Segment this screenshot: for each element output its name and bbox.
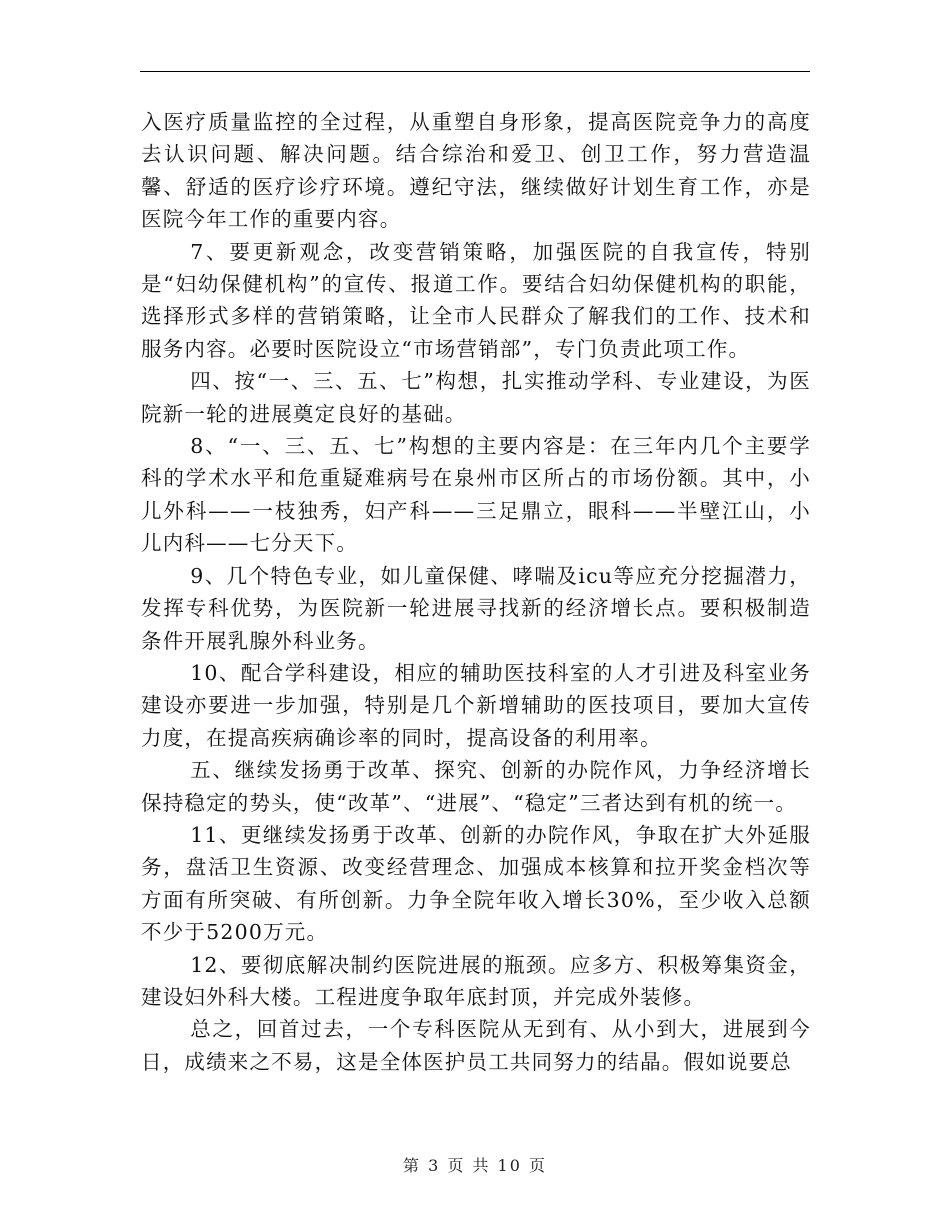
paragraph-item-7: 7、要更新观念，改变营销策略，加强医院的自我宣传，特别是“妇幼保健机构”的宣传、报道工作。要结合妇幼保健机构的职能，选择形式多样的营销策略，让全市人民群众了解我们的工作、技术和服务内容。必要时医院设立“市场营销部”，专门负责此项工作。: [141, 239, 811, 361]
paragraph-item-9: 9、几个特色专业，如儿童保健、哮喘及icu等应充分挖掘潜力，发挥专科优势，为医院新一轮进展寻找新的经济增长点。要积极制造条件开展乳腺外科业务。: [141, 563, 811, 653]
section-heading-4: 四、按“一、三、五、七”构想，扎实推动学科、专业建设，为医院新一轮的进展奠定良好的基础。: [141, 369, 811, 426]
header-rule: [140, 71, 810, 72]
paragraph-item-11: 11、更继续发扬勇于改革、创新的办院作风，争取在扩大外延服务，盘活卫生资源、改变经营理念、加强成本核算和拉开奖金档次等方面有所突破、有所创新。力争全院年收入增长30%，至少收入总额不少于5200万元。: [141, 822, 811, 945]
paragraph-summary: 总之，回首过去，一个专科医院从无到有、从小到大，进展到今日，成绩来之不易，这是全体医护员工共同努力的结晶。假如说要总: [141, 1017, 811, 1074]
paragraph-continuation: 入医疗质量监控的全过程，从重塑自身形象，提高医院竞争力的高度去认识问题、解决问题。结合综治和爱卫、创卫工作，努力营造温馨、舒适的医疗诊疗环境。遵纪守法，继续做好计划生育工作，亦是医院今年工作的重要内容。: [141, 110, 811, 232]
document-body: [141, 106, 811, 1078]
paragraph-item-12: 12、要彻底解决制约医院进展的瓶颈。应多方、积极筹集资金，建设妇外科大楼。工程进度争取年底封顶，并完成外装修。: [141, 952, 811, 1009]
section-heading-5: 五、继续发扬勇于改革、探究、创新的办院作风，力争经济增长保持稳定的势头，使“改革”、“进展”、“稳定”三者达到有机的统一。: [141, 758, 811, 815]
page-number-footer: 第 3 页 共 10 页: [403, 1156, 547, 1175]
paragraph-item-8: 8、“一、三、五、七”构想的主要内容是：在三年内几个主要学科的学术水平和危重疑难病号在泉州市区所占的市场份额。其中，小儿外科——一枝独秀，妇产科——三足鼎立，眼科——半壁江山，小儿内科——七分天下。: [141, 434, 811, 556]
paragraph-item-10: 10、配合学科建设，相应的辅助医技科室的人才引进及科室业务建设亦要进一步加强，特别是几个新增辅助的医技项目，要加大宣传力度，在提高疾病确诊率的同时，提高设备的利用率。: [141, 660, 811, 750]
